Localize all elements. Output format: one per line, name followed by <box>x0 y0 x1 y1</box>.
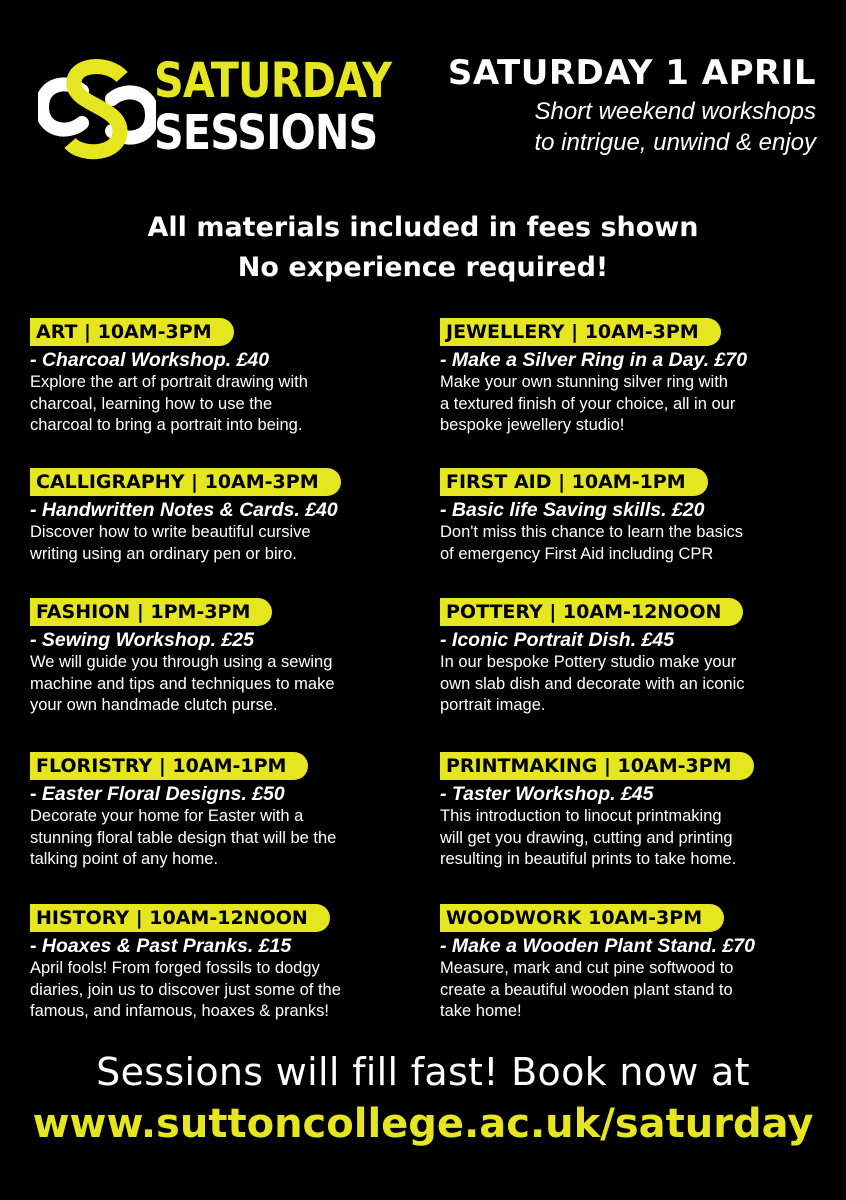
description-line: Decorate your home for Easter with a <box>30 807 304 825</box>
description-line: portrait image. <box>440 696 546 714</box>
session-heading: HISTORY | 10AM-12NOON <box>30 904 330 932</box>
session-description <box>30 522 422 565</box>
session-description <box>440 652 832 717</box>
description-line: We will guide you through using a sewing <box>30 653 333 671</box>
intro-line-1: All materials included in fees shown <box>147 212 699 243</box>
description-line: of emergency First Aid including CPR <box>440 544 714 563</box>
description-line: Measure, mark and cut pine softwood to <box>440 959 734 977</box>
booking-call-to-action: Sessions will fill fast! Book now at <box>96 1050 750 1094</box>
intro-line-2: No experience required! <box>237 252 609 283</box>
session-jewellery <box>440 318 832 437</box>
session-title: - Sewing Workshop. £25 <box>30 629 254 651</box>
description-line: machine and tips and techniques to make <box>30 674 335 693</box>
session-printmaking <box>440 752 832 871</box>
brand-wordmark <box>154 55 391 159</box>
event-header <box>448 52 816 158</box>
description-line: April fools! From forged fossils to dodgy <box>30 959 320 977</box>
intro-text <box>0 208 846 288</box>
session-heading: PRINTMAKING | 10AM-3PM <box>440 752 754 780</box>
session-description <box>440 372 832 437</box>
description-line: writing using an ordinary pen or biro. <box>30 544 297 563</box>
session-heading: FIRST AID | 10AM-1PM <box>440 468 708 496</box>
session-woodwork <box>440 904 832 1023</box>
session-title: - Make a Wooden Plant Stand. £70 <box>440 935 755 957</box>
description-line: charcoal to bring a portrait into being. <box>30 416 303 434</box>
description-line: famous, and infamous, hoaxes & pranks! <box>30 1002 329 1020</box>
saturday-sessions-logo <box>38 55 398 167</box>
description-line: Make your own stunning silver ring with <box>440 373 728 391</box>
session-heading: ART | 10AM-3PM <box>30 318 234 346</box>
description-line: In our bespoke Pottery studio make your <box>440 653 737 671</box>
session-heading: WOODWORK 10AM-3PM <box>440 904 724 932</box>
brand-line-1: SATURDAY <box>154 53 392 109</box>
session-description <box>440 958 832 1023</box>
session-heading: FASHION | 1PM-3PM <box>30 598 272 626</box>
description-line: resulting in beautiful prints to take home. <box>440 850 737 868</box>
description-line: create a beautiful wooden plant stand to <box>440 980 733 999</box>
description-line: diaries, join us to discover just some of the <box>30 980 341 999</box>
session-first-aid <box>440 468 832 565</box>
ss-interlocked-logo-icon <box>38 57 156 165</box>
brand-line-2: SESSIONS <box>154 105 378 161</box>
description-line: own slab dish and decorate with an iconic <box>440 674 745 693</box>
description-line: Explore the art of portrait drawing with <box>30 373 308 391</box>
description-line: bespoke jewellery studio! <box>440 416 625 434</box>
session-heading: JEWELLERY | 10AM-3PM <box>440 318 721 346</box>
session-description <box>440 522 832 565</box>
session-floristry <box>30 752 422 871</box>
session-calligraphy <box>30 468 422 565</box>
session-art <box>30 318 422 437</box>
tagline-line-2: to intrigue, unwind & enjoy <box>534 129 816 156</box>
description-line: stunning floral table design that will be the <box>30 828 337 847</box>
session-description <box>30 806 422 871</box>
session-history <box>30 904 422 1023</box>
description-line: will get you drawing, cutting and printing <box>440 828 733 847</box>
session-title: - Basic life Saving skills. £20 <box>440 499 705 521</box>
description-line: charcoal, learning how to use the <box>30 394 273 413</box>
session-title: - Make a Silver Ring in a Day. £70 <box>440 349 748 371</box>
session-description <box>30 372 422 437</box>
event-date: SATURDAY 1 APRIL <box>447 53 816 93</box>
session-title: - Iconic Portrait Dish. £45 <box>440 629 675 651</box>
session-title: - Hoaxes & Past Pranks. £15 <box>30 935 292 957</box>
description-line: talking point of any home. <box>30 850 219 868</box>
booking-url-link[interactable]: www.suttoncollege.ac.uk/saturday <box>32 1101 814 1147</box>
session-title: - Handwritten Notes & Cards. £40 <box>30 499 338 521</box>
description-line: a textured finish of your choice, all in our <box>440 394 736 413</box>
description-line: take home! <box>440 1002 522 1020</box>
session-title: - Charcoal Workshop. £40 <box>30 349 270 371</box>
description-line: your own handmade clutch purse. <box>30 696 278 714</box>
session-heading: POTTERY | 10AM-12NOON <box>440 598 743 626</box>
description-line: This introduction to linocut printmaking <box>440 807 722 825</box>
session-description <box>440 806 832 871</box>
session-description <box>30 652 422 717</box>
session-heading: FLORISTRY | 10AM-1PM <box>30 752 308 780</box>
session-description <box>30 958 422 1023</box>
description-line: Don't miss this chance to learn the basics <box>440 523 744 541</box>
session-fashion <box>30 598 422 717</box>
description-line: Discover how to write beautiful cursive <box>30 523 311 541</box>
session-pottery <box>440 598 832 717</box>
tagline-line-1: Short weekend workshops <box>534 98 816 125</box>
session-heading: CALLIGRAPHY | 10AM-3PM <box>30 468 341 496</box>
session-title: - Easter Floral Designs. £50 <box>30 783 285 805</box>
session-title: - Taster Workshop. £45 <box>440 783 654 805</box>
